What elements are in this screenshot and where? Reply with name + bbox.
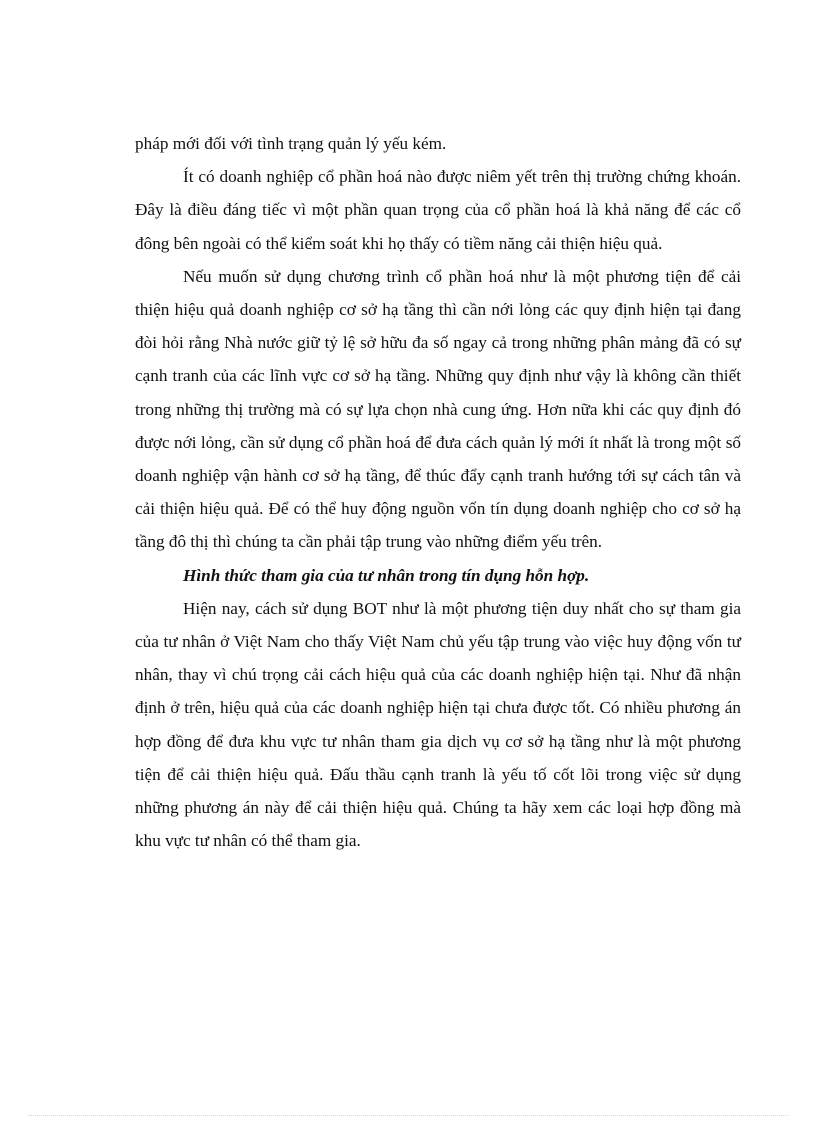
paragraph-stock-listing: Ít có doanh nghiệp cổ phần hoá nào được niêm yết trên thị trường chứng khoán. Đây là điều đáng tiếc vì một phần quan trọng của cổ phần hoá là khả năng để các cổ đông bên ngoài có thể kiểm soát khi họ thấy có tiềm năng cải thiện hiệu quả. [135,167,741,253]
paragraph-bot-private-participation: Hiện nay, cách sử dụng BOT như là một phương tiện duy nhất cho sự tham gia của tư nhân ở Việt Nam cho thấy Việt Nam chủ yếu tập trung vào việc huy động vốn tư nhân, thay vì chú trọng cải cách hiệu quả của các doanh nghiệp hiện tại. Như đã nhận định ở trên, hiệu quả của các doanh nghiệp hiện tại chưa được tốt. Có nhiều phương án hợp đồng để đưa khu vực tư nhân tham gia dịch vụ cơ sở hạ tầng như là một phương tiện để cải thiện hiệu quả. Đấu thầu cạnh tranh là yếu tố cốt lõi trong việc sử dụng những phương án này để cải thiện hiệu quả. Chúng ta hãy xem các loại hợp đồng mà khu vực tư nhân có thể tham gia. [135,598,741,851]
section-heading: Hình thức tham gia của tư nhân trong tín dụng hỗn hợp. [183,565,590,585]
paragraph-continuation: pháp mới đối với tình trạng quản lý yếu kém. [135,134,447,153]
page-bottom-divider [28,1115,788,1116]
paragraph-equitization-regulations: Nếu muốn sử dụng chương trình cổ phần hoá như là một phương tiện để cải thiện hiệu quả doanh nghiệp cơ sở hạ tầng thì cần nới lỏng các quy định hiện tại đang đòi hỏi rằng Nhà nước giữ tỷ lệ sở hữu đa số ngay cả trong những phân mảng đã có sự cạnh tranh của các lĩnh vực cơ sở hạ tầng. Những quy định như vậy là không cần thiết trong những thị trường mà có sự lựa chọn nhà cung ứng. Hơn nữa khi các quy định đó được nới lỏng, cần sử dụng cổ phần hoá để đưa cách quản lý mới ít nhất là trong một số doanh nghiệp vận hành cơ sở hạ tầng, để thúc đẩy cạnh tranh hướng tới sự cách tân và cải thiện hiệu quả. Để có thể huy động nguồn vốn tín dụng doanh nghiệp cho cơ sở hạ tầng đô thị thì chúng ta cần phải tập trung vào những điểm yếu trên. [135,266,741,552]
document-body [135,127,741,857]
